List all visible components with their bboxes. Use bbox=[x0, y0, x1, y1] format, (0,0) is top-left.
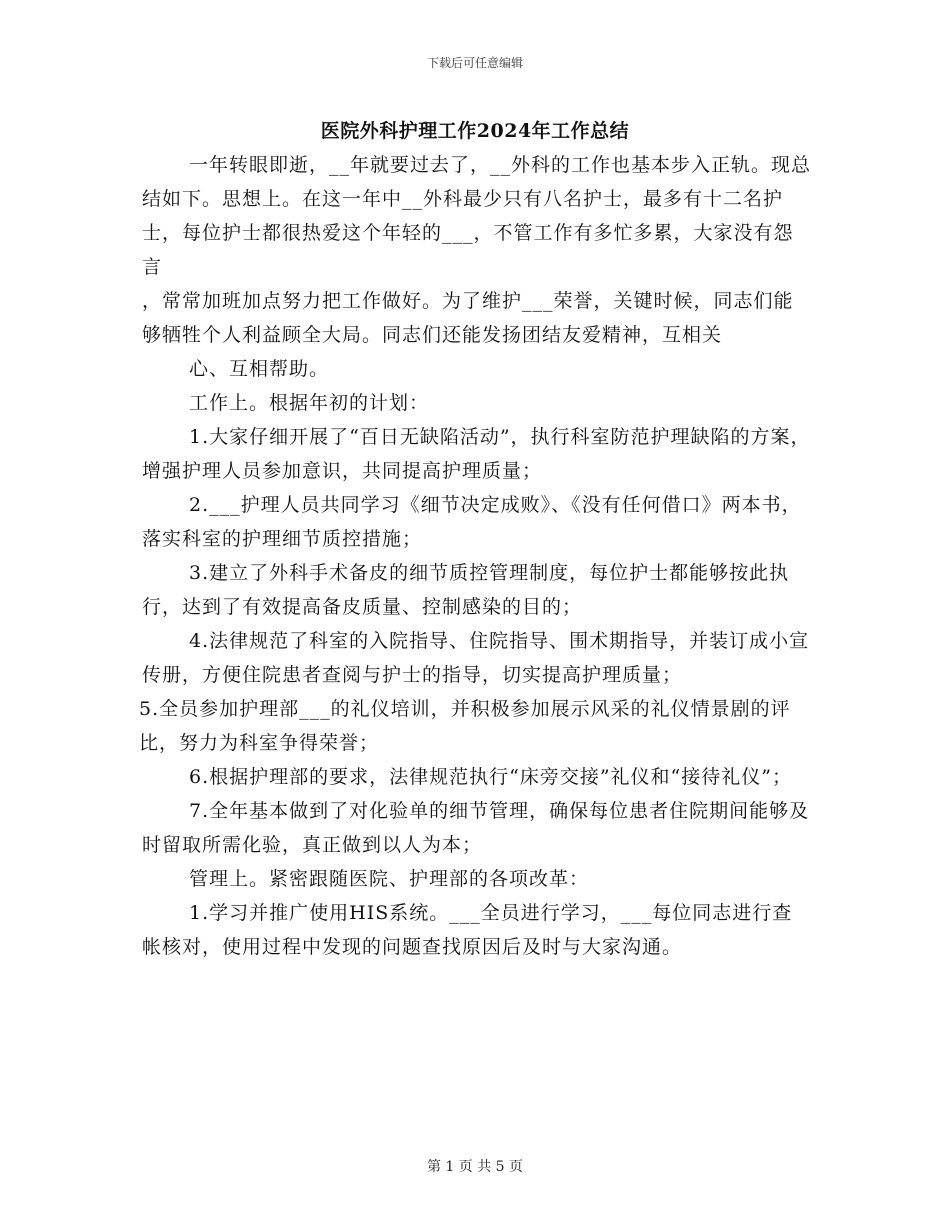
list-item-work-7: 7.全年基本做到了对化验单的细节管理，确保每位患者住院期间能够及时留取所需化验，真正做到以人为本； bbox=[142, 800, 810, 856]
list-item-work-5: 5.全员参加护理部___的礼仪培训，并积极参加展示风采的礼仪情景剧的评比，努力为科室争得荣誉； bbox=[139, 698, 791, 754]
list-item-work-2: 2.___护理人员共同学习《细节决定成败》、《没有任何借口》两本书，落实科室的护理细节质控措施； bbox=[142, 494, 802, 550]
paragraph-intro: 一年转眼即逝，__年就要过去了，__外科的工作也基本步入正轨。现总结如下。思想上。在这一年中__外科最少只有八名护士，最多有十二名护士，每位护士都很热爱这个年轻的___，不管工作有多忙多累，大家没有怨言 bbox=[142, 154, 812, 278]
list-item-work-3: 3.建立了外科手术备皮的细节质控管理制度，每位护士都能够按此执行，达到了有效提高备皮质量、控制感染的目的； bbox=[142, 562, 790, 618]
paragraph-continuation-end: 心、互相帮助。 bbox=[189, 358, 330, 380]
list-item-work-1: 1.大家仔细开展了“百日无缺陷活动”，执行科室防范护理缺陷的方案，增强护理人员参加意识，共同提高护理质量； bbox=[142, 426, 811, 482]
paragraph-continuation: ，常常加班加点努力把工作做好。为了维护___荣誉，关键时候，同志们能够牺牲个人利益顾全大局。同志们还能发扬团结友爱精神，互相关 bbox=[142, 290, 794, 346]
document-title: 医院外科护理工作2024年工作总结 bbox=[320, 120, 630, 142]
document-body bbox=[139, 148, 812, 964]
page-header: 下载后可任意编辑 bbox=[426, 56, 523, 70]
list-item-work-6: 6.根据护理部的要求，法律规范执行“床旁交接”礼仪和“接待礼仪”； bbox=[189, 766, 792, 788]
list-item-work-4: 4.法律规范了科室的入院指导、住院指导、围术期指导，并装订成小宣传册，方便住院患者查阅与护士的指导，切实提高护理质量； bbox=[142, 630, 810, 686]
list-item-management-1: 1.学习并推广使用HIS系统。___全员进行学习，___每位同志进行查帐核对，使用过程中发现的问题查找原因后及时与大家沟通。 bbox=[142, 902, 793, 958]
section-heading-management: 管理上。紧密跟随医院、护理部的各项改革： bbox=[189, 868, 590, 890]
section-heading-work: 工作上。根据年初的计划： bbox=[189, 392, 430, 414]
page-number: 第 1 页 共 5 页 bbox=[426, 1159, 524, 1175]
